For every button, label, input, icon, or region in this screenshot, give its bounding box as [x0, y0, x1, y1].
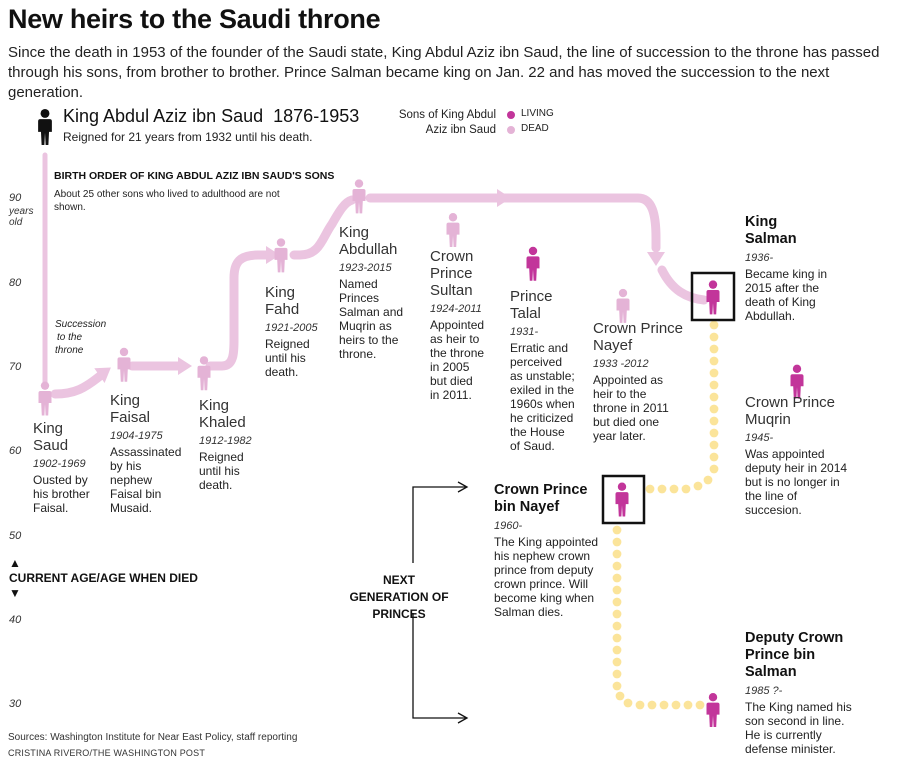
figure-card-bin-nayef	[494, 482, 598, 619]
figure-desc-line: by his	[110, 459, 142, 473]
figure-name-line: Faisal	[110, 409, 151, 426]
figure-desc-line: as unstable;	[510, 369, 575, 383]
figure-name-line: Saud	[33, 437, 69, 454]
figure-faisal-icon	[118, 348, 131, 382]
figure-years: 1960-	[494, 520, 523, 532]
figure-khaled-icon	[198, 356, 211, 390]
succession-dot	[710, 345, 719, 354]
figure-sultan-icon	[447, 213, 460, 247]
succession-dot	[710, 393, 719, 402]
figure-card-saud	[33, 420, 90, 515]
figure-card-nayef	[593, 320, 683, 443]
figure-desc-line: Faisal bin	[110, 487, 162, 501]
figure-desc-line: but died one	[593, 415, 660, 429]
path-arrowhead-3	[497, 189, 511, 207]
axis-label: CURRENT AGE/AGE WHEN DIED	[9, 571, 198, 585]
figure-desc-line: until his	[265, 351, 306, 365]
figure-years: 1933 -2012	[593, 358, 649, 370]
figure-desc-line: Abdullah.	[745, 309, 796, 323]
figure-desc-line: but died	[430, 374, 473, 388]
succession-dot	[658, 485, 667, 494]
legend-label-line2: Aziz ibn Saud	[425, 124, 496, 136]
founder-name: King Abdul Aziz ibn Saud 1876-1953	[63, 106, 360, 126]
figure-desc-line: exiled in the	[510, 383, 575, 397]
intro-text: Since the death in 1953 of the founder of the Saudi state, King Abdul Aziz ibn Saud, the line of succession to the throne has passed through his sons, from brother to brother. Prince Salman became king on Jan. 22 and has moved the succession to the next generation.	[8, 44, 880, 101]
next-generation-label: NEXT GENERATION OF PRINCES	[349, 573, 449, 621]
succession-dot	[613, 610, 622, 619]
succession-dot	[710, 321, 719, 330]
figure-years: 1921-2005	[265, 322, 318, 334]
succession-dot	[710, 357, 719, 366]
succession-dot	[613, 550, 622, 559]
path-arrowhead-1	[178, 357, 192, 375]
succession-label-line1: Succession	[55, 319, 107, 330]
figure-card-sultan	[430, 248, 484, 402]
legend-dead-label: DEAD	[521, 123, 549, 134]
figure-desc-line: in 2011.	[430, 388, 472, 402]
figure-desc-line: Appointed	[430, 318, 485, 332]
tick-70: 70	[9, 361, 22, 373]
figure-bin-nayef-icon	[616, 483, 629, 517]
figure-desc-line: deputy heir in 2014	[745, 461, 848, 475]
figure-abdullah-icon	[353, 179, 366, 213]
succession-dot	[660, 701, 669, 710]
figure-name-line: Salman	[745, 664, 797, 680]
succession-dot	[670, 485, 679, 494]
figure-years: 1902-1969	[33, 458, 86, 470]
succession-dot	[613, 622, 622, 631]
figure-name-line: King	[265, 284, 296, 301]
figure-name-line: Deputy Crown	[745, 630, 844, 646]
figure-name-line: bin Nayef	[494, 499, 560, 515]
figure-desc-line: Faisal.	[33, 501, 69, 515]
succession-dot	[710, 465, 719, 474]
succession-dot	[624, 699, 633, 708]
figure-desc-line: the throne	[430, 346, 485, 360]
figure-desc-line: but is no longer in	[745, 475, 840, 489]
tick-40: 40	[9, 614, 22, 626]
figure-desc-line: perceived	[510, 355, 563, 369]
figure-name-line: Salman	[745, 231, 797, 247]
figure-desc-line: year later.	[593, 429, 646, 443]
succession-dot	[613, 658, 622, 667]
figure-desc-line: 2015 after the	[745, 281, 820, 295]
founder-icon	[38, 109, 52, 145]
figure-desc-line: the House	[510, 425, 565, 439]
figure-name-line: Crown Prince	[745, 394, 836, 411]
figure-name-line: Prince	[510, 288, 553, 305]
figure-fahd-icon	[275, 238, 288, 272]
succession-label-line2: to the	[57, 332, 83, 343]
succession-dot	[710, 381, 719, 390]
tick-60: 60	[9, 445, 22, 457]
figure-desc-line: Salman and	[339, 305, 404, 319]
legend-label-line1: Sons of King Abdul	[398, 109, 496, 121]
succession-dot	[613, 670, 622, 679]
figure-desc-line: Assassinated	[110, 445, 182, 459]
figure-nayef-icon	[617, 289, 630, 323]
tick-80: 80	[9, 277, 22, 289]
succession-dot	[682, 485, 691, 494]
succession-dot	[613, 526, 622, 535]
figure-years: 1924-2011	[430, 303, 482, 315]
path-arrowhead-4	[647, 252, 665, 266]
figure-desc-line: Was appointed	[745, 447, 825, 461]
figure-name-line: Prince bin	[745, 647, 816, 663]
figure-desc-line: succesion.	[745, 503, 802, 517]
figure-desc-line: Became king in	[745, 267, 828, 281]
succession-dot	[613, 562, 622, 571]
figure-card-salman	[745, 214, 827, 323]
succession-dot	[710, 441, 719, 450]
figure-desc-line: Reigned	[199, 450, 244, 464]
succession-dot	[646, 485, 655, 494]
figure-name-line: Crown Prince	[593, 320, 684, 337]
figure-desc-line: as heir to	[430, 332, 480, 346]
headline: New heirs to the Saudi throne	[8, 4, 381, 34]
succession-dot	[613, 682, 622, 691]
figure-name-line: Talal	[510, 305, 541, 322]
figure-name-line: Fahd	[265, 301, 300, 318]
figure-years: 1931-	[510, 326, 539, 338]
figure-desc-line: The King named his	[745, 700, 852, 714]
bracket-line	[413, 487, 466, 718]
figure-years: 1904-1975	[110, 430, 163, 442]
figure-desc-line: Named	[339, 277, 378, 291]
tick-50: 50	[9, 530, 22, 542]
sources: Sources: Washington Institute for Near East Policy, staff reporting	[8, 732, 298, 743]
figure-desc-line: until his	[199, 464, 240, 478]
figure-name-line: Sultan	[430, 282, 473, 299]
succession-dot	[684, 701, 693, 710]
succession-dot	[710, 333, 719, 342]
figure-desc-line: his brother	[33, 487, 90, 501]
succession-dot	[694, 482, 703, 491]
figure-desc-line: nephew	[110, 473, 153, 487]
figure-desc-line: he criticized	[510, 411, 574, 425]
figure-desc-line: son second in line.	[745, 714, 845, 728]
figure-desc-line: his nephew crown	[494, 549, 591, 563]
succession-dot	[710, 453, 719, 462]
figure-name-line: Muqrin	[745, 411, 791, 428]
figure-card-abdullah	[339, 224, 403, 361]
figure-desc-line: Appointed as	[593, 373, 664, 387]
succession-dot	[616, 692, 625, 701]
figure-desc-line: the line of	[745, 489, 798, 503]
succession-dot	[696, 701, 705, 710]
succession-dot	[613, 646, 622, 655]
figure-name-line: Crown	[430, 248, 474, 265]
tick-90: 90	[9, 192, 22, 204]
succession-dot	[710, 417, 719, 426]
figure-card-fahd	[265, 284, 318, 379]
succession-dot	[672, 701, 681, 710]
succession-dot	[636, 701, 645, 710]
figure-desc-line: 1960s when	[510, 397, 575, 411]
figure-card-talal	[510, 288, 575, 453]
figure-desc-line: heirs to the	[339, 333, 399, 347]
figure-name-line: Abdullah	[339, 241, 398, 258]
figure-desc-line: Ousted by	[33, 473, 88, 487]
succession-dot	[613, 634, 622, 643]
axis-up-arrow-icon: ▲	[9, 556, 21, 570]
figure-years: 1936-	[745, 252, 774, 264]
figure-name-line: King	[33, 420, 64, 437]
credit: CRISTINA RIVERO/THE WASHINGTON POST	[8, 748, 206, 758]
figure-desc-line: become king when	[494, 591, 595, 605]
figure-years: 1912-1982	[199, 435, 252, 447]
y-axis-unit-line1: years	[9, 206, 34, 217]
figure-name-line: Prince	[430, 265, 473, 282]
figure-desc-line: crown prince. Will	[494, 577, 589, 591]
birth-order-note: About 25 other sons who lived to adulthood are not shown.	[54, 189, 280, 213]
figure-desc-line: heir to the	[593, 387, 647, 401]
figure-desc-line: of Saud.	[510, 439, 555, 453]
figure-desc-line: Musaid.	[110, 501, 153, 515]
succession-dot	[613, 574, 622, 583]
figure-desc-line: Erratic and	[510, 341, 569, 355]
figure-desc-line: death.	[199, 478, 233, 492]
figure-desc-line: Princes	[339, 291, 380, 305]
birth-order-heading: BIRTH ORDER OF KING ABDUL AZIZ IBN SAUD'S SONS	[54, 170, 335, 182]
figure-desc-line: Reigned	[265, 337, 310, 351]
succession-dot	[613, 598, 622, 607]
figure-name-line: Nayef	[593, 337, 633, 354]
succession-dot	[704, 476, 713, 485]
figure-name-line: Crown Prince	[494, 482, 588, 498]
figure-desc-line: prince from deputy	[494, 563, 594, 577]
figure-saud-icon	[39, 381, 52, 415]
legend-living-label: LIVING	[521, 108, 554, 119]
figure-desc-line: The King appointed	[494, 535, 599, 549]
figure-desc-line: Salman dies.	[494, 605, 564, 619]
succession-dot	[710, 369, 719, 378]
axis-down-arrow-icon: ▼	[9, 586, 21, 600]
figure-salman-icon	[707, 280, 720, 314]
founder-reign: Reigned for 21 years from 1932 until his death.	[63, 130, 313, 144]
figure-name-line: King	[110, 392, 141, 409]
y-axis-unit-line2: old	[9, 217, 23, 228]
figure-bin-salman-icon	[707, 693, 720, 727]
figure-card-khaled	[199, 397, 252, 492]
figure-desc-line: He is currently	[745, 728, 822, 742]
succession-dot	[710, 405, 719, 414]
figure-years: 1945-	[745, 432, 774, 444]
figure-desc-line: death.	[265, 365, 299, 379]
figure-name-line: King	[745, 214, 778, 230]
succession-dot	[613, 586, 622, 595]
next-generation-bracket	[413, 482, 467, 723]
figure-name-line: Khaled	[199, 414, 246, 431]
figure-desc-line: defense minister.	[745, 742, 836, 756]
figure-years: 1923-2015	[339, 262, 392, 274]
figure-desc-line: death of King	[745, 295, 816, 309]
succession-dot	[710, 429, 719, 438]
figure-desc-line: Muqrin as	[339, 319, 392, 333]
figure-card-muqrin	[745, 394, 847, 517]
figure-name-line: King	[199, 397, 230, 414]
figure-name-line: King	[339, 224, 370, 241]
tick-30: 30	[9, 698, 22, 710]
figure-talal-icon	[527, 247, 540, 281]
figure-desc-line: in 2005	[430, 360, 470, 374]
succession-dot	[613, 538, 622, 547]
succession-label-line3: throne	[55, 345, 84, 356]
figure-desc-line: throne in 2011	[593, 401, 669, 415]
succession-dot	[648, 701, 657, 710]
figure-years: 1985 ?-	[745, 685, 783, 697]
figure-desc-line: throne.	[339, 347, 377, 361]
figure-card-bin-salman	[745, 630, 852, 756]
figure-card-faisal	[110, 392, 181, 515]
